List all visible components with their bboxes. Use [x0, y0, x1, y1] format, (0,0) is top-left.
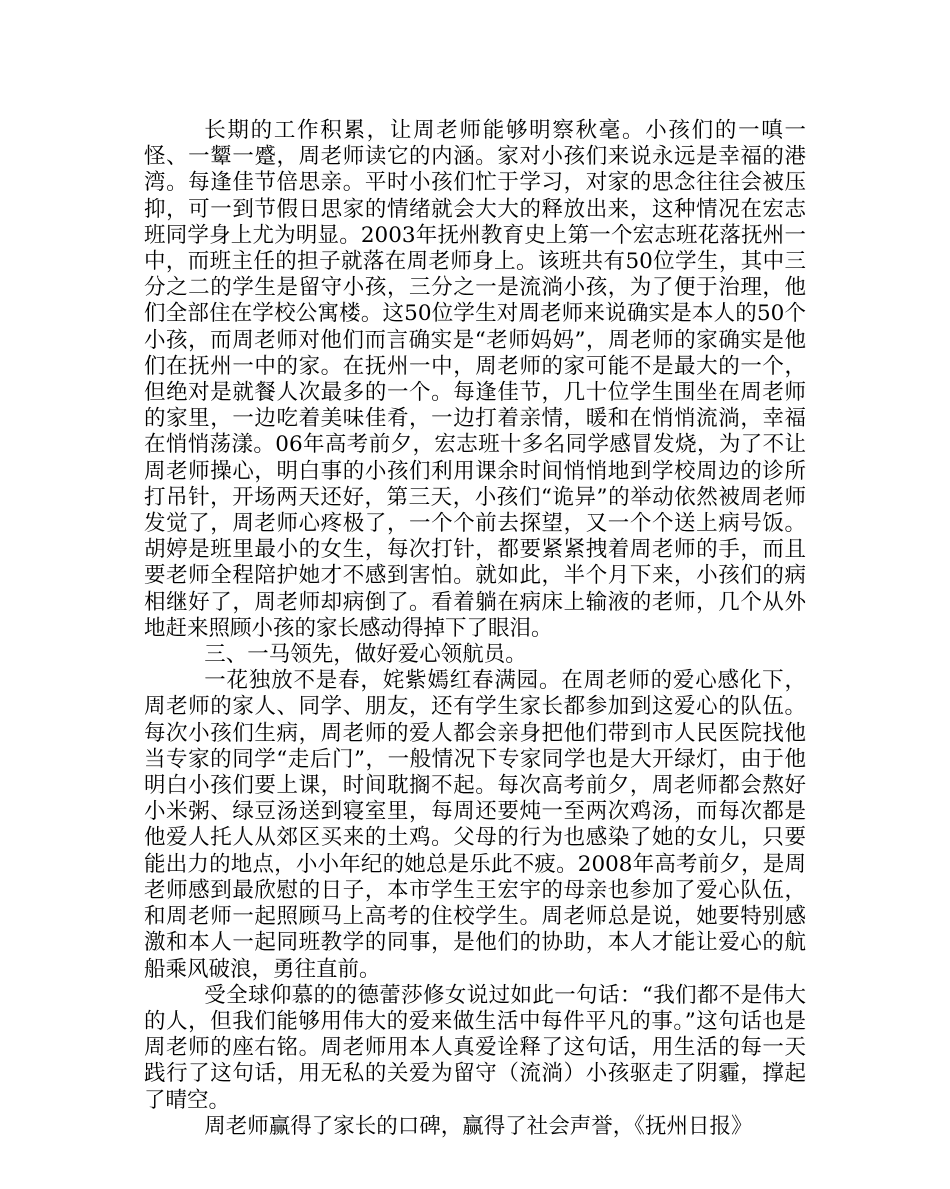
paragraph-reputation: 周老师赢得了家长的口碑，赢得了社会声誉，《抚州日报》 [204, 1113, 753, 1139]
paragraph-work-experience: 长期的工作积累，让周老师能够明察秋毫。小孩们的一嗔一怪、一颦一蹙，周老师读它的内涵。家对小孩们来说永远是幸福的港湾。每逢佳节倍思亲。平时小孩们忙于学习，对家的思念往往会被压抑，可一到节假日思家的情绪就会大大的释放出来，这种情况在宏志班同学身上尤为明显。2003年抚州教育史上第一个宏志班花落抚州一中，而班主任的担子就落在周老师身上。该班共有50位学生，其中三分之二的学生是留守小孩，三分之一是流淌小孩，为了便于治理，他们全部住在学校公寓楼。这50位学生对周老师来说确实是本人的50个小孩，而周老师对他们而言确实是“老师妈妈”，周老师的家确实是他们在抚州一中的家。在抚州一中，周老师的家可能不是最大的一个，但绝对是就餐人次最多的一个。每逢佳节，几十位学生围坐在周老师的家里，一边吃着美味佳肴，一边打着亲情，暖和在悄悄流淌，幸福在悄悄荡漾。06年高考前夕，宏志班十多名同学感冒发烧，为了不让周老师操心，明白事的小孩们利用课余时间悄悄地到学校周边的诊所打吊针，开场两天还好，第三天，小孩们“诡异”的举动依然被周老师发觉了，周老师心疼极了，一个个前去探望，又一个个送上病号饭。胡婷是班里最小的女生，每次打针，都要紧紧拽着周老师的手，而且要老师全程陪护她才不感到害怕。就如此，半个月下来，小孩们的病相继好了，周老师却病倒了。看着躺在病床上输液的老师，几个从外地赶来照顾小孩的家长感动得掉下了眼泪。 [144, 118, 806, 641]
section-heading-3: 三、一马领先，做好爱心领航员。 [204, 642, 527, 668]
document-page [144, 118, 806, 1140]
paragraph-love-team: 一花独放不是春，姹紫嫣红春满园。在周老师的爱心感化下，周老师的家人、同学、朋友，还有学生家长都参加到这爱心的队伍。每次小孩们生病，周老师的爱人都会亲身把他们带到市人民医院找他当专家的同学“走后门”，一般情况下专家同学也是大开绿灯，由于他明白小孩们要上课，时间耽搁不起。每次高考前夕，周老师都会熬好小米粥、绿豆汤送到寝室里，每周还要炖一至两次鸡汤，而每次都是他爱人托人从郊区买来的土鸡。父母的行为也感染了她的女儿，只要能出力的地点，小小年纪的她总是乐此不疲。2008年高考前夕，是周老师感到最欣慰的日子，本市学生王宏宇的母亲也参加了爱心队伍，和周老师一起照顾马上高考的住校学生。周老师总是说，她要特别感激和本人一起同班教学的同事，是他们的协助，本人才能让爱心的航船乘风破浪，勇往直前。 [144, 668, 806, 982]
paragraph-mother-teresa-quote: 受全球仰慕的的德蕾莎修女说过如此一句话：“我们都不是伟大的人，但我们能够用伟大的爱来做生活中每件平凡的事。”这句话也是周老师的座右铭。周老师用本人真爱诠释了这句话，用生活的每一天践行了这句话，用无私的关爱为留守（流淌）小孩驱走了阴霾，撑起了晴空。 [144, 982, 806, 1113]
